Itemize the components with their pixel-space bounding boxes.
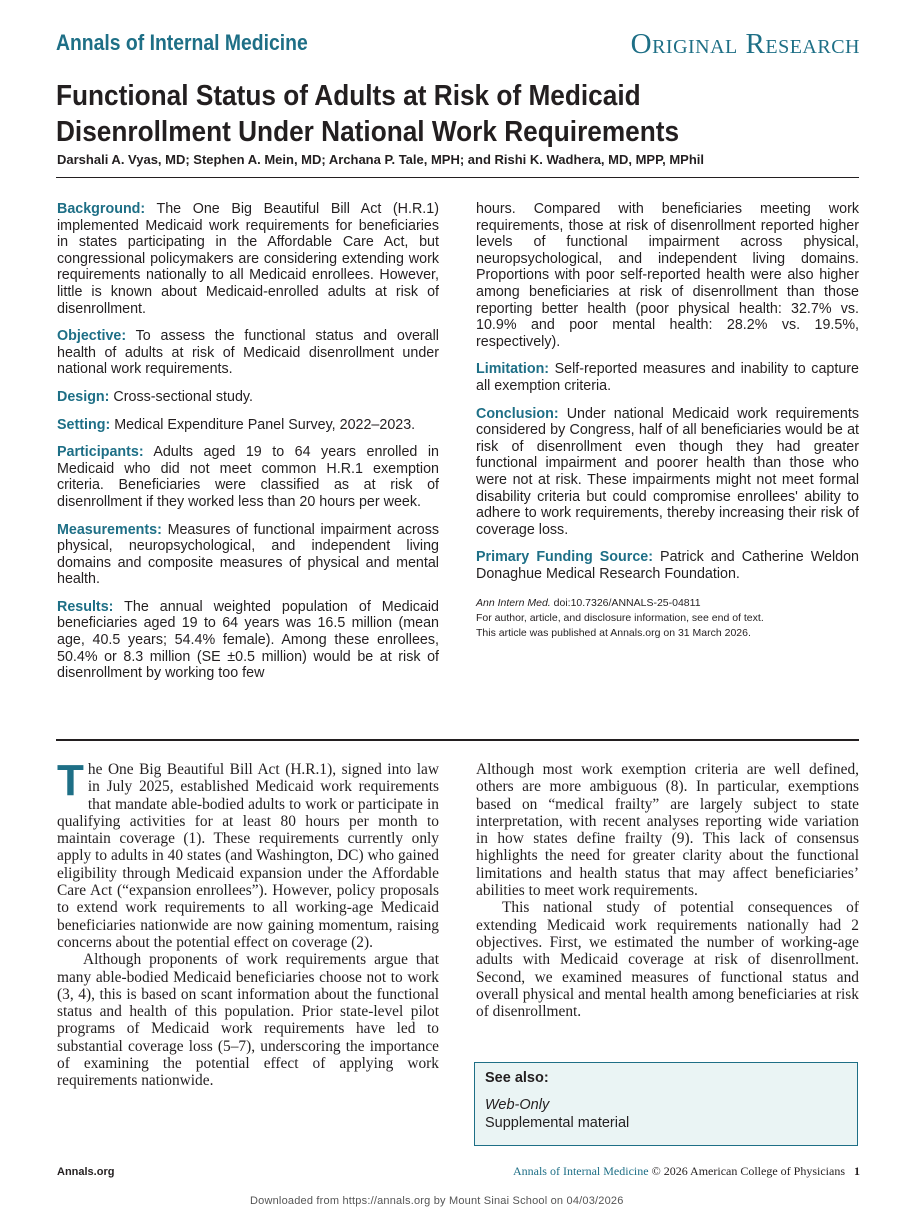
article-meta <box>476 596 859 641</box>
see-also-heading: See also: <box>485 1070 549 1086</box>
journal-name: Annals of Internal Medicine <box>56 30 308 55</box>
drop-cap: T <box>57 756 84 805</box>
web-only-label: Web-Only <box>485 1097 550 1113</box>
body-left-column <box>57 756 439 1090</box>
abstract-results-continued: hours. Compared with beneficiaries meeting work requirements, those at risk of disenrollment reported higher levels of functional impairment across physical, neuropsychological, and independent living domains. Proportions with poor self-reported health were also higher among beneficiaries at risk of disenrollment than those reporting better health (poor physical health: 32.7% vs. 10.9% and poor mental health: 28.2% vs. 19.5%, respectively). <box>476 201 859 350</box>
body-right-column <box>476 761 859 1020</box>
citation-doi[interactable]: doi:10.7326/ANNALS-25-04811 <box>550 597 701 610</box>
citation-journal: Ann Intern Med. <box>476 597 551 610</box>
author-list: Darshali A. Vyas, MD; Stephen A. Mein, MD; Archana P. Tale, MPH; and Rishi K. Wadhera, MD, MPP, MPhil <box>57 152 704 167</box>
abstract-participants: Participants: Adults aged 19 to 64 years enrolled in Medicaid who did not meet common H.R.1 exemption criteria. Beneficiaries were classified as at risk of disenrollment if they worked less than 20 hours per week. <box>57 444 439 510</box>
download-stamp: Downloaded from https://annals.org by Mount Sinai School on 04/03/2026 <box>250 1195 624 1207</box>
abstract-background: Background: The One Big Beautiful Bill Act (H.R.1) implemented Medicaid work requirements for beneficiaries in states participating in the Affordable Care Act, but congressional policymakers are considering extending work requirements nationally to all Medicaid enrollees. However, little is known about Medicaid-enrolled adults at risk of disenrollment. <box>57 201 439 317</box>
abstract-design: Design: Cross-sectional study. <box>57 388 253 405</box>
footer-site[interactable]: Annals.org <box>57 1166 115 1178</box>
footer-copyright: © 2026 American College of Physicians <box>651 1164 845 1178</box>
abstract-conclusion: Conclusion: Under national Medicaid work requirements considered by Congress, half of all beneficiaries would be at risk of disenrollment even though they had greater functional impairment and poorer health than those who were not at risk. These impairments might not meet formal disability criteria but could compromise enrollees' ability to adhere to work requirements, thereby increasing their risk of coverage loss. <box>476 405 859 538</box>
footer-journal-info <box>513 1164 860 1179</box>
abstract-results: Results: The annual weighted population of Medicaid beneficiaries aged 19 to 64 years was 16.5 million (mean age, 40.5 years; 54.4% female). Among these enrollees, 50.4% or 8.3 million (SE ±0.5 million) would be at risk of disenrollment by working too few <box>57 598 439 682</box>
abstract-funding: Primary Funding Source: Patrick and Catherine Weldon Donaghue Medical Research Foundation. <box>476 549 859 582</box>
abstract-left-column <box>57 201 439 693</box>
see-also-box <box>474 1062 858 1146</box>
article-title: Functional Status of Adults at Risk of Medicaid Disenrollment Under National Work Requirements <box>56 80 680 148</box>
abstract-objective: Objective: To assess the functional status and overall health of adults at risk of Medicaid disenrollment under national work requirements. <box>57 328 439 378</box>
supplemental-material-link[interactable]: Supplemental material <box>485 1115 630 1131</box>
page-number: 1 <box>854 1164 860 1178</box>
header-divider <box>56 177 859 178</box>
intro-paragraph-2: Although proponents of work requirements argue that many able-bodied Medicaid beneficiaries choose not to work (3, 4), this is based on scant information about the functional status and health of this population. Prior state-level pilot programs of Medicaid work requirements have led to substantial coverage loss (5–7), underscoring the importance of examining the potential effect of applying work requirements nationwide. <box>57 951 439 1090</box>
section-label: Original Research <box>630 28 860 60</box>
abstract-limitation: Limitation: Self-reported measures and inability to capture all exemption criteria. <box>476 361 859 394</box>
abstract-divider <box>56 739 859 741</box>
disclosure-note: For author, article, and disclosure information, see end of text. <box>476 612 764 625</box>
publication-note: This article was published at Annals.org on 31 March 2026. <box>476 627 751 640</box>
intro-paragraph-1: The One Big Beautiful Bill Act (H.R.1), signed into law in July 2025, established Medicaid work requirements that mandate able-bodied adults to work or participate in qualifying activities for at least 80 hours per month to maintain coverage (1). These requirements currently only apply to adults in 40 states (and Washington, DC) who gained eligibility through Medicaid expansion under the Affordable Care Act (“expansion enrollees”). However, policy proposals to extend work requirements to all working-age Medicaid beneficiaries nationwide are now gaining momentum, raising concerns about the potential effect on coverage (2). <box>57 756 439 951</box>
abstract-measurements: Measurements: Measures of functional impairment across physical, neuropsychological, and independent living domains and composite measures of physical and mental health. <box>57 521 439 588</box>
abstract-right-column <box>476 201 859 641</box>
footer-journal: Annals of Internal Medicine <box>512 1164 649 1178</box>
abstract-setting: Setting: Medical Expenditure Panel Survey, 2022–2023. <box>57 416 416 433</box>
intro-paragraph-4: This national study of potential consequences of extending Medicaid work requirements nationally had 2 objectives. First, we estimated the number of working-age adults with Medicaid coverage at risk of disenrollment. Second, we examined measures of functional status and overall physical and mental health among beneficiaries at risk of disenrollment. <box>476 899 859 1021</box>
intro-paragraph-3: Although most work exemption criteria are well defined, others are more ambiguous (8). In particular, exemptions based on “medical frailty” are largely subject to state interpretation, with recent analyses reporting wide variation in how states define frailty (9). This lack of consensus highlights the need for greater clarity about the functional limitations and health status that may affect beneficiaries’ abilities to meet work requirements. <box>476 761 859 900</box>
